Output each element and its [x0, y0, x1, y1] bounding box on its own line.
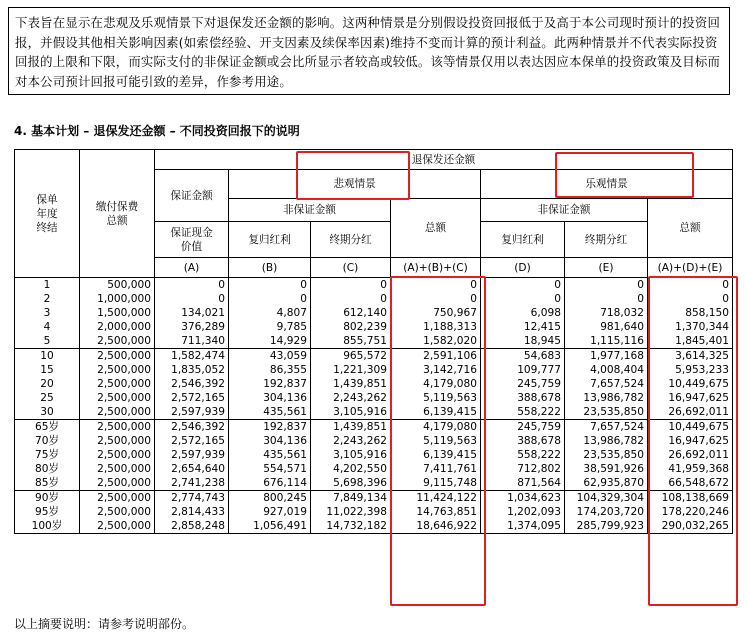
scenario-notice-box: 下表旨在显示在悲观及乐观情景下对退保发还金额的影响。这两种情景是分别假设投资回报低于及高于本公司现时预计的投资回报，并假设其他相关影响因素(如索偿经验、开支因素及续保率因素)维持不变而计算的预计利益。此两种情景并不代表实际投资回报的上限和下限，而实际支付的非保证金额或会比所显示者较高或较低。该等情景仅用以表达因应本保单的投资政策及目标而对本公司预计回报可能引致的差异，作参考用途。 — [8, 7, 730, 95]
cell-terminal-dividend-pessimistic: 855,751 — [311, 334, 391, 349]
cell-premium: 2,500,000 — [80, 434, 155, 448]
cell-premium: 2,500,000 — [80, 462, 155, 476]
cell-total-optimistic: 178,220,246 — [648, 505, 733, 519]
header-reversionary-bonus-optimistic: 复归红利 — [481, 222, 565, 258]
cell-total-optimistic: 290,032,265 — [648, 519, 733, 534]
cell-reversionary-bonus-optimistic: 0 — [481, 278, 565, 293]
cell-reversionary-bonus-pessimistic: 192,837 — [229, 420, 311, 435]
cell-reversionary-bonus-pessimistic: 14,929 — [229, 334, 311, 349]
cell-reversionary-bonus-optimistic: 245,759 — [481, 377, 565, 391]
cell-year: 3 — [15, 306, 80, 320]
table-row — [15, 363, 733, 377]
table-row — [15, 306, 733, 320]
highlight-pessimistic-total-column — [390, 276, 486, 606]
header-total-premium: 缴付保费 总额 — [80, 150, 155, 278]
cell-reversionary-bonus-pessimistic: 435,561 — [229, 405, 311, 420]
cell-reversionary-bonus-pessimistic: 43,059 — [229, 349, 311, 364]
cell-terminal-dividend-pessimistic: 802,239 — [311, 320, 391, 334]
cell-total-pessimistic: 750,967 — [391, 306, 481, 320]
cell-total-optimistic: 10,449,675 — [648, 420, 733, 435]
cell-reversionary-bonus-pessimistic: 86,355 — [229, 363, 311, 377]
section-title: 4. 基本计划 – 退保发还金额 – 不同投资回报下的说明 — [14, 124, 300, 138]
cell-cash-value: 1,582,474 — [155, 349, 229, 364]
cell-cash-value: 2,858,248 — [155, 519, 229, 534]
cell-total-pessimistic: 11,424,122 — [391, 491, 481, 506]
cell-total-pessimistic: 14,763,851 — [391, 505, 481, 519]
cell-terminal-dividend-optimistic: 62,935,870 — [565, 476, 648, 491]
cell-terminal-dividend-optimistic: 104,329,304 — [565, 491, 648, 506]
table-row — [15, 405, 733, 420]
cell-terminal-dividend-optimistic: 981,640 — [565, 320, 648, 334]
header-code-ade: (A)+(D)+(E) — [648, 258, 733, 278]
cell-premium: 2,500,000 — [80, 476, 155, 491]
cell-total-pessimistic: 0 — [391, 292, 481, 306]
cell-reversionary-bonus-pessimistic: 927,019 — [229, 505, 311, 519]
cell-terminal-dividend-pessimistic: 7,849,134 — [311, 491, 391, 506]
cell-total-pessimistic: 6,139,415 — [391, 405, 481, 420]
cell-total-optimistic: 0 — [648, 292, 733, 306]
cell-terminal-dividend-pessimistic: 0 — [311, 292, 391, 306]
header-total-optimistic: 总额 — [648, 199, 733, 258]
cell-total-optimistic: 66,548,672 — [648, 476, 733, 491]
header-code-abc: (A)+(B)+(C) — [391, 258, 481, 278]
cell-premium: 1,000,000 — [80, 292, 155, 306]
cell-reversionary-bonus-optimistic: 388,678 — [481, 391, 565, 405]
cell-cash-value: 0 — [155, 292, 229, 306]
cell-cash-value: 711,340 — [155, 334, 229, 349]
cell-terminal-dividend-optimistic: 174,203,720 — [565, 505, 648, 519]
cell-premium: 2,500,000 — [80, 491, 155, 506]
cell-year: 10 — [15, 349, 80, 364]
cell-premium: 2,500,000 — [80, 391, 155, 405]
cell-year: 65岁 — [15, 420, 80, 435]
cell-year: 5 — [15, 334, 80, 349]
cell-reversionary-bonus-optimistic: 558,222 — [481, 448, 565, 462]
header-code-b: (B) — [229, 258, 311, 278]
cell-reversionary-bonus-pessimistic: 4,807 — [229, 306, 311, 320]
cell-terminal-dividend-pessimistic: 0 — [311, 278, 391, 293]
cell-year: 70岁 — [15, 434, 80, 448]
header-code-a: (A) — [155, 258, 229, 278]
cell-terminal-dividend-optimistic: 7,657,524 — [565, 420, 648, 435]
cell-reversionary-bonus-optimistic: 18,945 — [481, 334, 565, 349]
cell-total-optimistic: 41,959,368 — [648, 462, 733, 476]
cell-cash-value: 1,835,052 — [155, 363, 229, 377]
cell-total-optimistic: 3,614,325 — [648, 349, 733, 364]
cell-reversionary-bonus-pessimistic: 304,136 — [229, 391, 311, 405]
table-row — [15, 320, 733, 334]
cell-year: 20 — [15, 377, 80, 391]
cell-cash-value: 2,572,165 — [155, 434, 229, 448]
cell-year: 95岁 — [15, 505, 80, 519]
cell-premium: 2,500,000 — [80, 505, 155, 519]
cell-total-optimistic: 5,953,233 — [648, 363, 733, 377]
header-total-pessimistic: 总额 — [391, 199, 481, 258]
cell-terminal-dividend-optimistic: 23,535,850 — [565, 448, 648, 462]
table-row — [15, 505, 733, 519]
cell-cash-value: 2,572,165 — [155, 391, 229, 405]
cell-year: 75岁 — [15, 448, 80, 462]
cell-terminal-dividend-optimistic: 0 — [565, 292, 648, 306]
cell-total-optimistic: 1,370,344 — [648, 320, 733, 334]
cell-reversionary-bonus-optimistic: 1,034,623 — [481, 491, 565, 506]
cell-total-optimistic: 858,150 — [648, 306, 733, 320]
cell-total-pessimistic: 5,119,563 — [391, 434, 481, 448]
cell-total-pessimistic: 1,188,313 — [391, 320, 481, 334]
cell-reversionary-bonus-pessimistic: 1,056,491 — [229, 519, 311, 534]
cell-cash-value: 2,774,743 — [155, 491, 229, 506]
cell-reversionary-bonus-optimistic: 388,678 — [481, 434, 565, 448]
surrender-value-table — [14, 149, 733, 534]
cell-terminal-dividend-optimistic: 285,799,923 — [565, 519, 648, 534]
header-terminal-dividend-optimistic: 终期分红 — [565, 222, 648, 258]
cell-cash-value: 2,654,640 — [155, 462, 229, 476]
cell-terminal-dividend-pessimistic: 4,202,550 — [311, 462, 391, 476]
cell-total-pessimistic: 3,142,716 — [391, 363, 481, 377]
header-optimistic: 乐观情景 — [481, 170, 733, 199]
cell-total-optimistic: 108,138,669 — [648, 491, 733, 506]
cell-total-pessimistic: 18,646,922 — [391, 519, 481, 534]
cell-premium: 1,500,000 — [80, 306, 155, 320]
cell-reversionary-bonus-optimistic: 712,802 — [481, 462, 565, 476]
cell-year: 30 — [15, 405, 80, 420]
cell-total-optimistic: 26,692,011 — [648, 405, 733, 420]
table-row — [15, 420, 733, 435]
cell-premium: 2,500,000 — [80, 334, 155, 349]
cell-year: 85岁 — [15, 476, 80, 491]
cell-total-optimistic: 16,947,625 — [648, 434, 733, 448]
table-row — [15, 278, 733, 293]
cell-total-optimistic: 1,845,401 — [648, 334, 733, 349]
cell-reversionary-bonus-optimistic: 109,777 — [481, 363, 565, 377]
cell-reversionary-bonus-optimistic: 54,683 — [481, 349, 565, 364]
cell-cash-value: 0 — [155, 278, 229, 293]
cell-terminal-dividend-pessimistic: 2,243,262 — [311, 391, 391, 405]
cell-terminal-dividend-pessimistic: 1,439,851 — [311, 420, 391, 435]
highlight-optimistic-header — [555, 152, 694, 198]
cell-premium: 500,000 — [80, 278, 155, 293]
cell-premium: 2,500,000 — [80, 349, 155, 364]
cell-year: 2 — [15, 292, 80, 306]
cell-reversionary-bonus-optimistic: 6,098 — [481, 306, 565, 320]
cell-cash-value: 376,289 — [155, 320, 229, 334]
cell-premium: 2,500,000 — [80, 420, 155, 435]
table-row — [15, 476, 733, 491]
cell-year: 15 — [15, 363, 80, 377]
cell-year: 100岁 — [15, 519, 80, 534]
header-guaranteed: 保证金额 — [155, 170, 229, 222]
cell-cash-value: 2,546,392 — [155, 377, 229, 391]
cell-total-optimistic: 10,449,675 — [648, 377, 733, 391]
cell-terminal-dividend-pessimistic: 3,105,916 — [311, 405, 391, 420]
highlight-optimistic-total-column — [648, 276, 738, 606]
cell-terminal-dividend-optimistic: 1,977,168 — [565, 349, 648, 364]
cell-terminal-dividend-optimistic: 13,986,782 — [565, 391, 648, 405]
cell-total-pessimistic: 7,411,761 — [391, 462, 481, 476]
cell-premium: 2,500,000 — [80, 448, 155, 462]
cell-terminal-dividend-pessimistic: 612,140 — [311, 306, 391, 320]
cell-terminal-dividend-optimistic: 7,657,524 — [565, 377, 648, 391]
cell-total-pessimistic: 0 — [391, 278, 481, 293]
header-surrender-value: 退保发还金额 — [155, 150, 733, 170]
header-pessimistic: 悲观情景 — [229, 170, 481, 199]
header-non-guaranteed-pessimistic: 非保证金额 — [229, 199, 391, 222]
cell-terminal-dividend-pessimistic: 14,732,182 — [311, 519, 391, 534]
cell-year: 4 — [15, 320, 80, 334]
cell-terminal-dividend-pessimistic: 1,221,309 — [311, 363, 391, 377]
table-row — [15, 334, 733, 349]
cell-total-optimistic: 0 — [648, 278, 733, 293]
cell-terminal-dividend-pessimistic: 3,105,916 — [311, 448, 391, 462]
cell-total-pessimistic: 4,179,080 — [391, 377, 481, 391]
header-code-c: (C) — [311, 258, 391, 278]
footer-note: 以上摘要说明：请参考说明部份。 — [14, 617, 195, 631]
cell-terminal-dividend-pessimistic: 5,698,396 — [311, 476, 391, 491]
cell-cash-value: 2,597,939 — [155, 448, 229, 462]
cell-terminal-dividend-optimistic: 23,535,850 — [565, 405, 648, 420]
header-non-guaranteed-optimistic: 非保证金额 — [481, 199, 648, 222]
cell-terminal-dividend-optimistic: 13,986,782 — [565, 434, 648, 448]
cell-year: 25 — [15, 391, 80, 405]
cell-terminal-dividend-optimistic: 4,008,404 — [565, 363, 648, 377]
table-row — [15, 349, 733, 364]
cell-reversionary-bonus-optimistic: 558,222 — [481, 405, 565, 420]
table-row — [15, 377, 733, 391]
cell-total-pessimistic: 4,179,080 — [391, 420, 481, 435]
table-row — [15, 448, 733, 462]
table-row — [15, 391, 733, 405]
cell-total-pessimistic: 6,139,415 — [391, 448, 481, 462]
cell-terminal-dividend-pessimistic: 11,022,398 — [311, 505, 391, 519]
cell-premium: 2,000,000 — [80, 320, 155, 334]
table-row — [15, 519, 733, 534]
cell-cash-value: 2,546,392 — [155, 420, 229, 435]
cell-total-pessimistic: 5,119,563 — [391, 391, 481, 405]
cell-reversionary-bonus-pessimistic: 800,245 — [229, 491, 311, 506]
cell-reversionary-bonus-optimistic: 1,202,093 — [481, 505, 565, 519]
cell-reversionary-bonus-pessimistic: 0 — [229, 292, 311, 306]
cell-cash-value: 2,741,238 — [155, 476, 229, 491]
cell-reversionary-bonus-pessimistic: 676,114 — [229, 476, 311, 491]
cell-reversionary-bonus-pessimistic: 9,785 — [229, 320, 311, 334]
header-terminal-dividend-pessimistic: 终期分红 — [311, 222, 391, 258]
table-row — [15, 434, 733, 448]
cell-total-pessimistic: 9,115,748 — [391, 476, 481, 491]
cell-year: 1 — [15, 278, 80, 293]
header-code-d: (D) — [481, 258, 565, 278]
cell-terminal-dividend-pessimistic: 965,572 — [311, 349, 391, 364]
cell-total-pessimistic: 2,591,106 — [391, 349, 481, 364]
cell-reversionary-bonus-pessimistic: 304,136 — [229, 434, 311, 448]
cell-cash-value: 2,814,433 — [155, 505, 229, 519]
cell-total-optimistic: 26,692,011 — [648, 448, 733, 462]
cell-terminal-dividend-optimistic: 38,591,926 — [565, 462, 648, 476]
cell-terminal-dividend-optimistic: 718,032 — [565, 306, 648, 320]
cell-reversionary-bonus-optimistic: 0 — [481, 292, 565, 306]
highlight-pessimistic-header — [296, 151, 410, 200]
cell-premium: 2,500,000 — [80, 405, 155, 420]
cell-terminal-dividend-optimistic: 0 — [565, 278, 648, 293]
cell-total-optimistic: 16,947,625 — [648, 391, 733, 405]
cell-premium: 2,500,000 — [80, 519, 155, 534]
cell-reversionary-bonus-optimistic: 1,374,095 — [481, 519, 565, 534]
cell-year: 90岁 — [15, 491, 80, 506]
cell-reversionary-bonus-optimistic: 245,759 — [481, 420, 565, 435]
cell-cash-value: 134,021 — [155, 306, 229, 320]
table-row — [15, 462, 733, 476]
table-row — [15, 491, 733, 506]
cell-year: 80岁 — [15, 462, 80, 476]
cell-total-pessimistic: 1,582,020 — [391, 334, 481, 349]
cell-cash-value: 2,597,939 — [155, 405, 229, 420]
table-row — [15, 292, 733, 306]
cell-reversionary-bonus-pessimistic: 192,837 — [229, 377, 311, 391]
header-reversionary-bonus-pessimistic: 复归红利 — [229, 222, 311, 258]
cell-premium: 2,500,000 — [80, 363, 155, 377]
header-policy-year: 保单 年度 终结 — [15, 150, 80, 278]
cell-reversionary-bonus-optimistic: 12,415 — [481, 320, 565, 334]
header-cash-value: 保证现金 价值 — [155, 222, 229, 258]
cell-premium: 2,500,000 — [80, 377, 155, 391]
header-code-e: (E) — [565, 258, 648, 278]
cell-terminal-dividend-optimistic: 1,115,116 — [565, 334, 648, 349]
cell-terminal-dividend-pessimistic: 2,243,262 — [311, 434, 391, 448]
cell-reversionary-bonus-optimistic: 871,564 — [481, 476, 565, 491]
cell-reversionary-bonus-pessimistic: 435,561 — [229, 448, 311, 462]
table-body — [15, 278, 733, 534]
cell-terminal-dividend-pessimistic: 1,439,851 — [311, 377, 391, 391]
cell-reversionary-bonus-pessimistic: 554,571 — [229, 462, 311, 476]
cell-reversionary-bonus-pessimistic: 0 — [229, 278, 311, 293]
